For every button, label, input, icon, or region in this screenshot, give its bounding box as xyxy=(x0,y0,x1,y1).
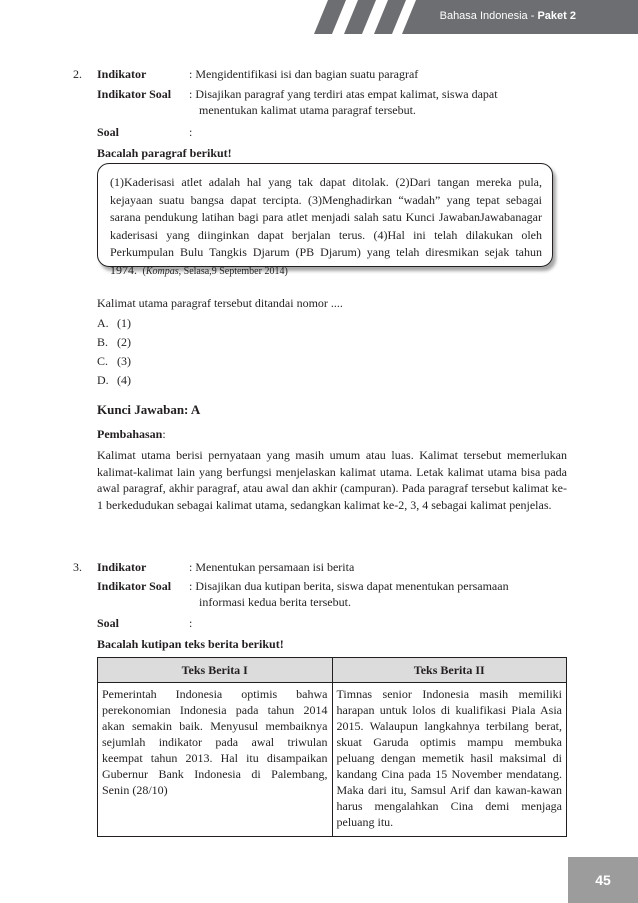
q2-passage-box xyxy=(97,163,553,277)
q2-source-open: ( xyxy=(142,265,146,277)
q3-indikator-soal-value-1: : Disajikan dua kutipan berita, siswa dapat menentukan persamaan xyxy=(189,579,509,593)
q2-passage-source xyxy=(140,266,288,277)
q2-indikator-soal-label: Indikator Soal xyxy=(97,87,172,101)
q2-passage-text: (1)Kaderisasi atlet adalah hal yang tak dapat ditolak. (2)Dari tangan mereka pula, kejayaan suatu bangsa dapat tercipta. (3)Menghadirkan “wadah” yang tepat sebagai sarana pendukung latihan bagi para atlet menjadi salah satu Kunci JawabanJawabanagar kaderisasi yang diinginkan dapat berjalan terus. (4)Hal ini telah dilakukan oleh Perkumpulan Bulu Tangkis Djarum (PB Djarum) yang telah diresmikan sejak tahun 1974. xyxy=(110,175,542,277)
q2-discussion-text: Kalimat utama berisi pernyataan yang masih umum atau luas. Kalimat tersebut memerlukan kalimat-kalimat lain yang berfungsi menjelaskan kalimat utama. Letak kalimat utama bisa pada awal paragraf, akhir paragraf, atau awal dan akhir (campuran). Pada paragraf tersebut kalimat ke-1 berkedudukan sebagai kalimat utama, sedangkan kalimat ke-2, 3, 4 sebagai kalimat penjelas. xyxy=(97,448,567,512)
q3-indikator-label: Indikator xyxy=(97,560,147,574)
q2-answer-key: Kunci Jawaban: A xyxy=(97,402,201,417)
q2-indikator-soal-value-1: : Disajikan paragraf yang terdiri atas empat kalimat, siswa dapat xyxy=(189,87,498,101)
q3-number: 3. xyxy=(73,560,82,574)
q2-indikator-soal-value-2: menentukan kalimat utama paragraf tersebut. xyxy=(199,103,416,117)
option-a[interactable] xyxy=(97,316,131,331)
header-title xyxy=(440,10,576,22)
option-text: (3) xyxy=(117,354,131,368)
table-cell-news-2: Timnas senior Indonesia masih memiliki harapan untuk lolos di kualifikasi Piala Asia 2015. Walaupun langkahnya terbilang berat, skuat Garuda optimis mampu membuka peluang dengan memetik hasil maksimal di kandang Cina pada 15 November mendatang. Maka dari itu, Samsul Arif dan kawan-kawan harus mengalahkan Cina demi menjaga peluang itu. xyxy=(332,683,567,837)
page-number: 45 xyxy=(568,857,638,903)
q3-indikator-soal-value-2: informasi kedua berita tersebut. xyxy=(199,595,351,609)
option-text: (2) xyxy=(117,335,131,349)
q3-soal-label: Soal xyxy=(97,616,120,630)
option-c[interactable] xyxy=(97,354,131,369)
table-header-cell: Teks Berita II xyxy=(332,658,567,683)
q3-instruction: Bacalah kutipan teks berita berikut! xyxy=(97,637,284,651)
q3-soal-colon: : xyxy=(189,616,193,630)
table-header-row xyxy=(98,658,567,683)
q2-soal-colon: : xyxy=(189,125,193,139)
table-cell-news-1: Pemerintah Indonesia optimis bahwa perekonomian Indonesia pada tahun 2014 akan semakin baik. Menyusul membaiknya sejumlah indikator pada awal triwulan keempat tahun 2013. Hal itu disampaikan Gubernur Bank Indonesia di Palembang, Senin (28/10) xyxy=(98,683,333,837)
q2-indikator-value: : Mengidentifikasi isi dan bagian suatu paragraf xyxy=(189,67,419,81)
q2-soal-label: Soal xyxy=(97,125,120,139)
option-text: (1) xyxy=(117,316,131,330)
option-label: A. xyxy=(97,316,109,330)
option-label: D. xyxy=(97,373,109,387)
news-table xyxy=(97,657,567,837)
q2-source-rest: , Selasa,9 September 2014) xyxy=(178,265,288,277)
option-text: (4) xyxy=(117,373,131,387)
q2-number: 2. xyxy=(73,67,82,81)
q2-discussion-label: Pembahasan xyxy=(97,427,163,441)
header-subject: Bahasa Indonesia - xyxy=(439,10,538,22)
q2-source-italic: Kompas xyxy=(145,265,179,277)
option-label: B. xyxy=(97,335,109,349)
option-label: C. xyxy=(97,354,109,368)
q3-indikator-value: : Menentukan persamaan isi berita xyxy=(189,560,355,574)
q3-indikator-soal-label: Indikator Soal xyxy=(97,579,172,593)
header-package: Paket 2 xyxy=(537,10,576,22)
option-b[interactable] xyxy=(97,335,131,350)
q2-discussion-heading xyxy=(97,426,166,442)
q2-indikator-label: Indikator xyxy=(97,67,147,81)
q2-discussion-colon: : xyxy=(162,427,166,441)
q2-question: Kalimat utama paragraf tersebut ditandai nomor .... xyxy=(97,296,343,310)
table-header-cell: Teks Berita I xyxy=(98,658,333,683)
table-row xyxy=(98,683,567,837)
header-bar xyxy=(306,0,638,34)
q2-instruction: Bacalah paragraf berikut! xyxy=(97,146,232,160)
option-d[interactable] xyxy=(97,373,131,388)
